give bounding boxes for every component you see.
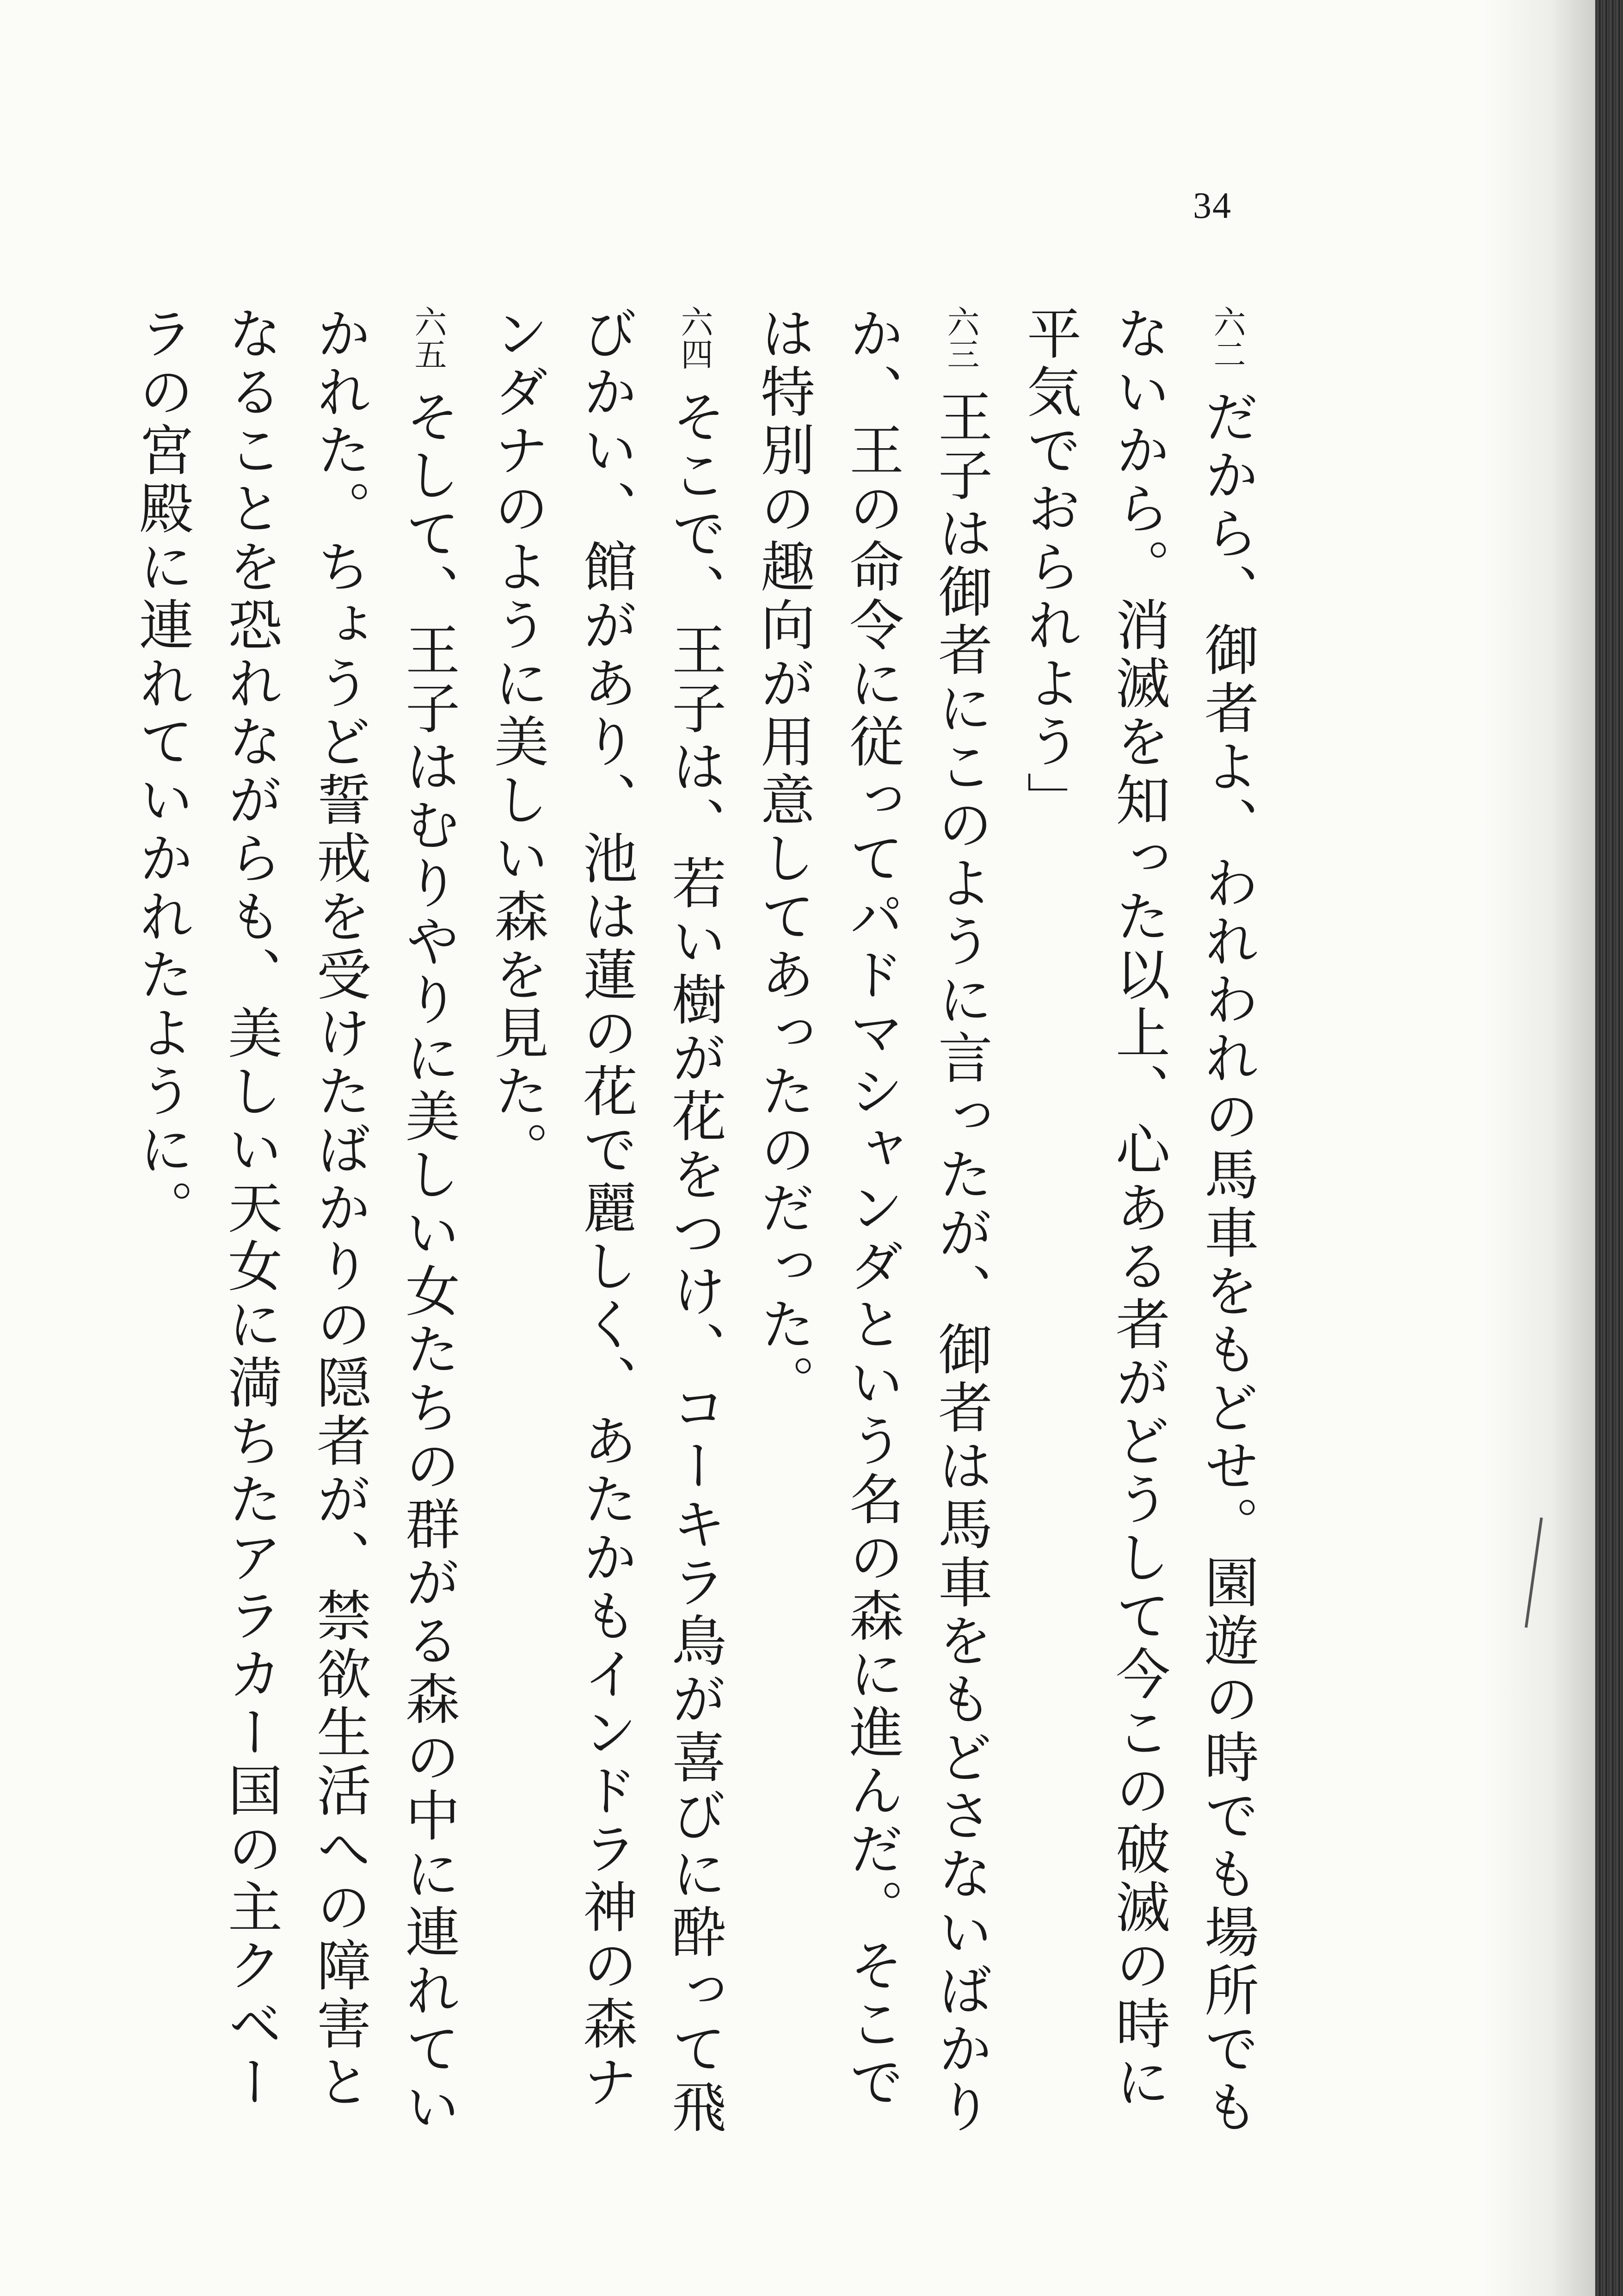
verse-number: 六五 [409,305,447,370]
verse-62 [1005,305,1272,2155]
verse-text: そこで、王子は、若い樹が花をつけ、コーキラ鳥が喜びに酔って飛びかい、館があり、池は蓮の花で麗しく、あたかもインドラ神の森ナンダナのように美しい森を見た。 [485,305,726,2137]
verse-63 [739,305,1005,2155]
page-number: 34 [1193,185,1232,226]
verse-text: だから、御者よ、われわれの馬車をもどせ。園遊の時でも場所でもないから。消滅を知った以上、心ある者がどうして今この破滅の時に平気でおられよう」 [1018,305,1259,2137]
verse-number: 六四 [676,305,713,370]
verse-65 [117,305,473,2155]
book-binding-edge [1595,0,1623,2296]
vertical-text-block [117,305,1272,2155]
binding-shadow [1484,0,1595,2296]
verse-64 [473,305,739,2155]
verse-text: 王子は御者にこのように言ったが、御者は馬車をもどさないばかりか、王の命令に従ってパドマシャンダという名の森に進んだ。そこでは特別の趣向が用意してあったのだった。 [751,305,993,2137]
verse-number: 六二 [1208,305,1246,370]
verse-text: そして、王子はむりやりに美しい女たちの群がる森の中に連れていかれた。ちょうど誓戒を受けたばかりの隠者が、禁欲生活への障害となることを恐れながらも、美しい天女に満ちたアラカー国の主クベーラの宮殿に連れていかれたように。 [130,305,460,2137]
verse-number: 六三 [942,305,980,370]
